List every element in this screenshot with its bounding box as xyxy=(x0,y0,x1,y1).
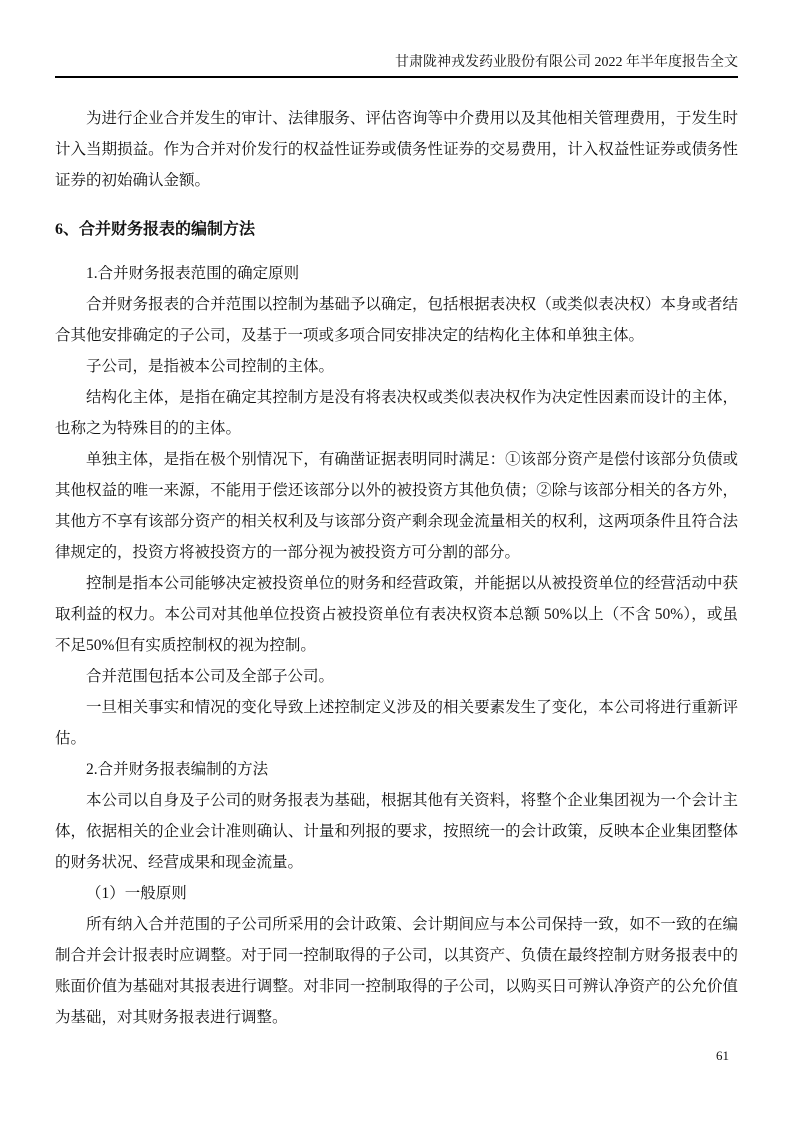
section-heading: 6、合并财务报表的编制方法 xyxy=(55,221,256,238)
paragraph: 子公司，是指被本公司控制的主体。 xyxy=(86,358,335,375)
paragraph-subheading-2: 2.合并财务报表编制的方法 xyxy=(86,761,269,778)
paragraph: 结构化主体，是指在确定其控制方是没有将表决权或类似表决权作为决定性因素而设计的主体，也称之为特殊目的的主体。 xyxy=(55,389,738,437)
paragraph: 本公司以自身及子公司的财务报表为基础，根据其他有关资料，将整个企业集团视为一个会计主体，依据相关的企业会计准则确认、计量和列报的要求，按照统一的会计政策，反映本企业集团整体的财务状况、经营成果和现金流量。 xyxy=(55,792,738,871)
report-header-title: 甘肃陇神戎发药业股份有限公司 2022 年半年度报告全文 xyxy=(395,55,738,70)
page-header xyxy=(55,54,738,78)
paragraph-subheading-3: （1）一般原则 xyxy=(86,885,187,902)
page-number: 61 xyxy=(716,1048,729,1063)
document-body xyxy=(55,103,738,1033)
paragraph: 所有纳入合并范围的子公司所采用的会计政策、会计期间应与本公司保持一致，如不一致的在编制合并会计报表时应调整。对于同一控制取得的子公司，以其资产、负债在最终控制方财务报表中的账面价值为基础对其报表进行调整。对非同一控制取得的子公司，以购买日可辨认净资产的公允价值为基础，对其财务报表进行调整。 xyxy=(55,916,738,1026)
paragraph: 单独主体，是指在极个别情况下，有确凿证据表明同时满足：①该部分资产是偿付该部分负债或其他权益的唯一来源，不能用于偿还该部分以外的被投资方其他负债；②除与该部分相关的各方外，其他方不享有该部分资产的相关权利及与该部分资产剩余现金流量相关的权利，这两项条件且符合法律规定的，投资方将被投资方的一部分视为被投资方可分割的部分。 xyxy=(55,451,738,561)
paragraph-intro: 为进行企业合并发生的审计、法律服务、评估咨询等中介费用以及其他相关管理费用，于发生时计入当期损益。作为合并对价发行的权益性证券或债务性证券的交易费用，计入权益性证券或债务性证券的初始确认金额。 xyxy=(55,110,738,189)
paragraph: 合并财务报表的合并范围以控制为基础予以确定，包括根据表决权（或类似表决权）本身或者结合其他安排确定的子公司，及基于一项或多项合同安排决定的结构化主体和单独主体。 xyxy=(55,296,738,344)
paragraph: 控制是指本公司能够决定被投资单位的财务和经营政策，并能据以从被投资单位的经营活动中获取利益的权力。本公司对其他单位投资占被投资单位有表决权资本总额 50%以上（不含 50%），或虽不足50%但有实质控制权的视为控制。 xyxy=(55,575,738,654)
paragraph-subheading-1: 1.合并财务报表范围的确定原则 xyxy=(86,265,300,282)
paragraph: 合并范围包括本公司及全部子公司。 xyxy=(86,668,335,685)
paragraph: 一旦相关事实和情况的变化导致上述控制定义涉及的相关要素发生了变化，本公司将进行重新评估。 xyxy=(55,699,738,747)
